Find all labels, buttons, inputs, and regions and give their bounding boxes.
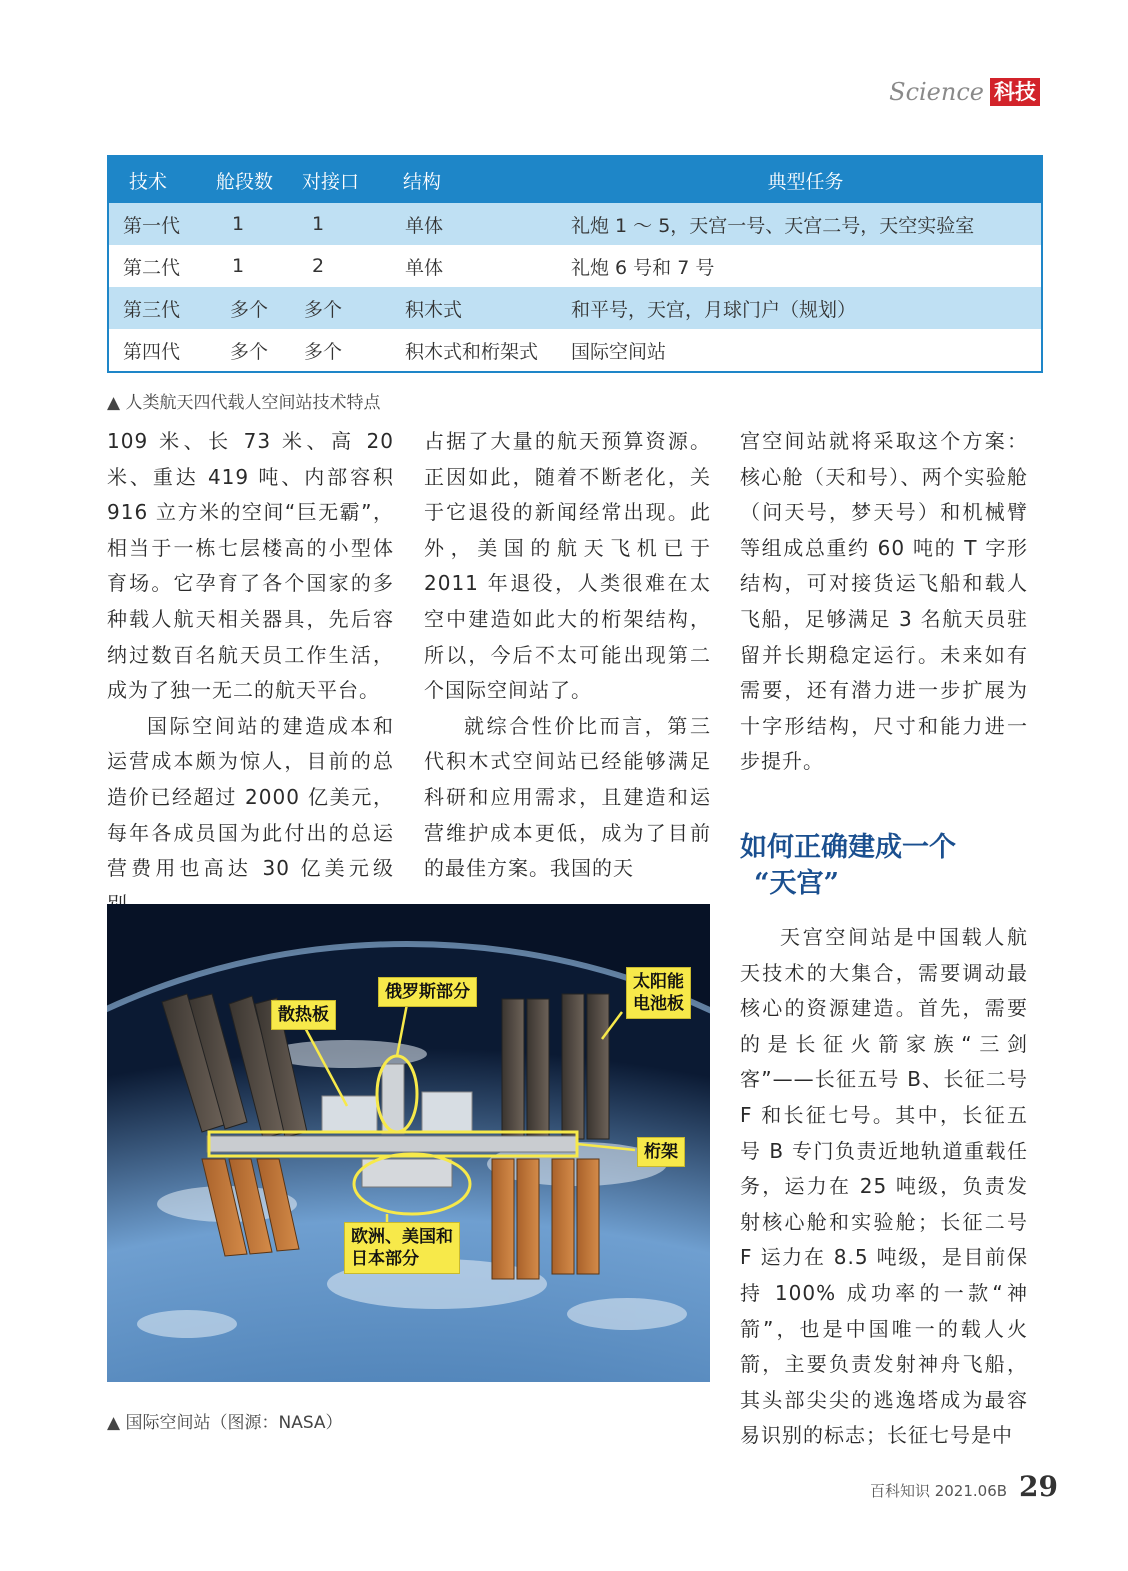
- table-row: [108, 329, 1042, 372]
- header-cell: 典型任务: [571, 156, 1042, 203]
- page-number: 29: [1019, 1470, 1058, 1503]
- table-cell: 多个: [216, 329, 296, 372]
- paragraph: 109 米、长 73 米、高 20 米、重达 419 吨、内部容积 916 立方米的空间“巨无霸”，相当于一栋七层楼高的小型体育场。它孕育了各个国家的多种载人航天相关器具，先后容纳过数百名航天员工作生活，成为了独一无二的航天平台。: [107, 429, 394, 703]
- table-cell: 单体: [391, 245, 571, 287]
- science-label: Science: [889, 78, 984, 106]
- table-cell: 1: [216, 203, 296, 245]
- table-cell: 国际空间站: [571, 329, 1042, 372]
- label-radiator: 散热板: [271, 1000, 336, 1030]
- label-solar-panels: [626, 967, 691, 1019]
- text-column-2: [424, 424, 711, 887]
- label-truss: 桁架: [637, 1137, 685, 1167]
- paragraph: 占据了大量的航天预算资源。正因如此，随着不断老化，关于它退役的新闻经常出现。此外，美国的航天飞机已于 2011 年退役，人类很难在太空中建造如此大的桁架结构，所以，今后不太可能出现第二个国际空间站了。: [424, 429, 711, 703]
- table-row: [108, 203, 1042, 245]
- paragraph: 就综合性价比而言，第三代积木式空间站已经能够满足科研和应用需求，且建造和运营维护成本更低，成为了目前的最佳方案。我国的天: [424, 713, 711, 881]
- header-cell: 舱段数: [216, 156, 296, 203]
- label-russian-segment: 俄罗斯部分: [378, 977, 477, 1007]
- table-cell: 积木式和桁架式: [391, 329, 571, 372]
- table-cell: 2: [296, 245, 391, 287]
- table-cell: 第一代: [108, 203, 216, 245]
- table-header-row: [108, 156, 1042, 203]
- label-line: 电池板: [633, 994, 684, 1014]
- iss-photo: [107, 904, 710, 1382]
- paragraph: 天宫空间站是中国载人航天技术的大集合，需要调动最核心的资源建造。首先，需要的是长征火箭家族“三剑客”——长征五号 B、长征二号 F 和长征七号。其中，长征五号 B 专门负责近地轨道重载任务，运力在 25 吨级，负责发射核心舱和实验舱；长征二号 F 运力在 8.5 吨级，是目前保持 100% 成功率的一款“神箭”，也是中国唯一的载人火箭，主要负责发射神舟飞船，其头部尖尖的逃逸塔成为最容易识别的标志；长征七号是中: [740, 925, 1028, 1448]
- page-footer: [870, 1470, 1058, 1503]
- label-line: 太阳能: [633, 972, 684, 992]
- section-title: [740, 830, 1040, 902]
- table-cell: 礼炮 6 号和 7 号: [571, 245, 1042, 287]
- table-cell: 1: [216, 245, 296, 287]
- paragraph: 宫空间站就将采取这个方案：核心舱（天和号）、两个实验舱（问天号，梦天号）和机械臂等组成总重约 60 吨的 T 字形结构，可对接货运飞船和载人飞船，足够满足 3 名航天员驻留并长期稳定运行。未来如有需要，还有潜力进一步扩展为十字形结构，尺寸和能力进一步提升。: [740, 429, 1028, 774]
- table-cell: 多个: [296, 329, 391, 372]
- header-cell: 结构: [391, 156, 571, 203]
- section-title-line: 如何正确建成一个: [740, 832, 956, 863]
- table-cell: 多个: [296, 287, 391, 329]
- header-cell: 对接口: [296, 156, 391, 203]
- table-cell: 第四代: [108, 329, 216, 372]
- text-column-3: [740, 424, 1028, 780]
- table-cell: 和平号，天宫，月球门户（规划）: [571, 287, 1042, 329]
- table-caption: ▲ 人类航天四代载人空间站技术特点: [107, 393, 381, 413]
- label-line: 日本部分: [351, 1249, 419, 1269]
- station-tech-table: [107, 155, 1043, 373]
- table-row: [108, 287, 1042, 329]
- keji-badge: 科技: [990, 78, 1040, 106]
- magazine-issue: 百科知识 2021.06B: [869, 1482, 1008, 1500]
- table-cell: 多个: [216, 287, 296, 329]
- text-column-4: [740, 920, 1028, 1454]
- photo-caption: ▲ 国际空间站（图源：NASA）: [107, 1413, 343, 1433]
- table-cell: 礼炮 1 ～ 5，天宫一号、天宫二号，天空实验室: [571, 203, 1042, 245]
- table-cell: 单体: [391, 203, 571, 245]
- header-cell: 技术: [108, 156, 216, 203]
- section-header: [889, 78, 1040, 106]
- label-eu-us-japan: [344, 1222, 460, 1274]
- table-cell: 1: [296, 203, 391, 245]
- table-cell: 第三代: [108, 287, 216, 329]
- table-row: [108, 245, 1042, 287]
- paragraph: 国际空间站的建造成本和运营成本颇为惊人，目前的总造价已经超过 2000 亿美元，每年各成员国为此付出的总运营费用也高达 30 亿美元级: [107, 713, 394, 881]
- text-column-1: [107, 424, 394, 922]
- table-cell: 积木式: [391, 287, 571, 329]
- section-title-line: “天宫”: [754, 868, 840, 899]
- label-line: 欧洲、美国和: [351, 1227, 453, 1247]
- iss-illustration: [107, 904, 710, 1382]
- table-cell: 第二代: [108, 245, 216, 287]
